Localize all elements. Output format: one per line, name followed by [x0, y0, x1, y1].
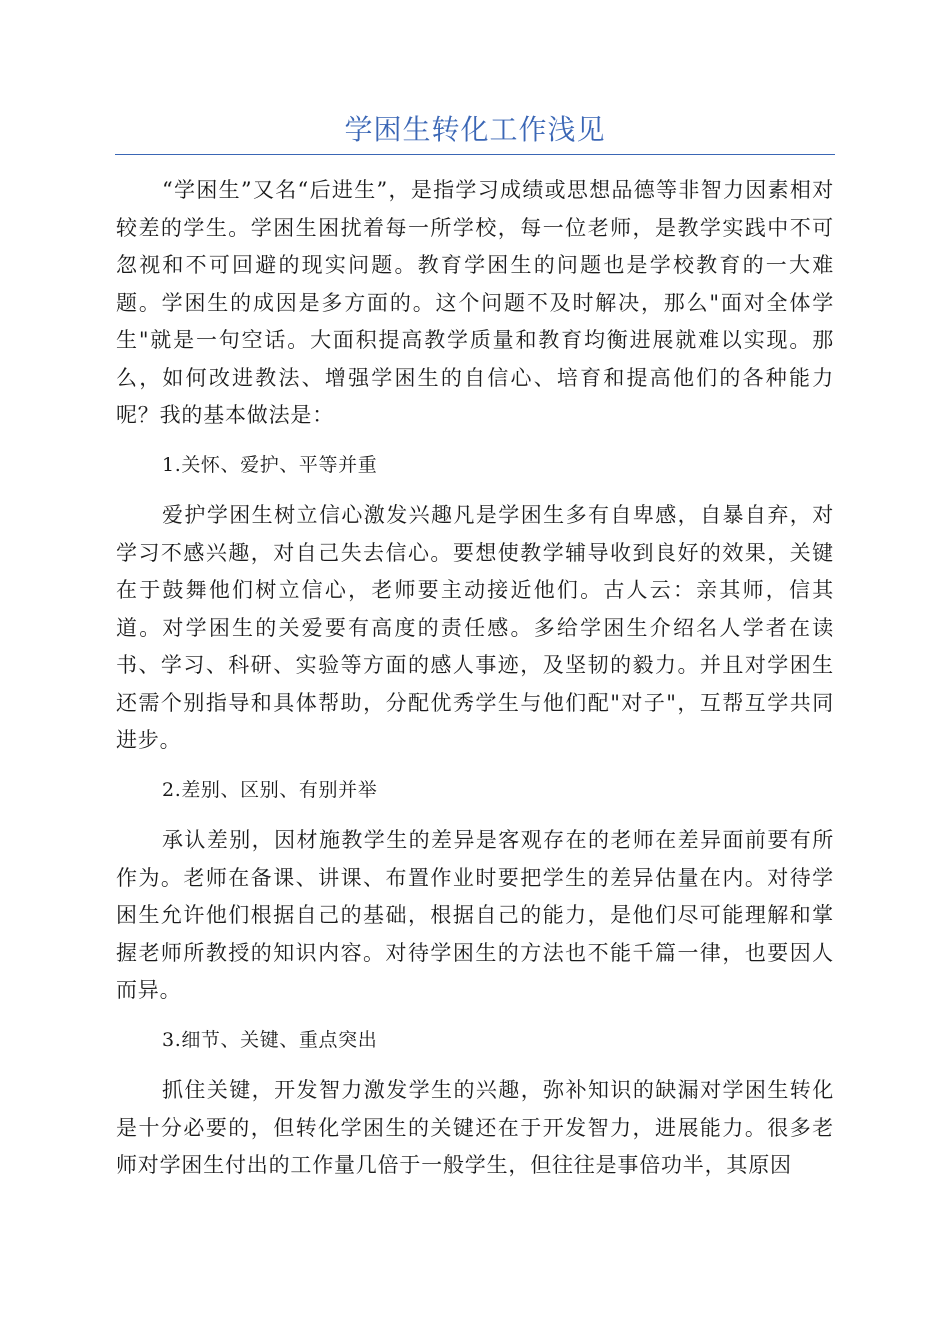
section-heading-1: 1.关怀、爱护、平等并重 [162, 453, 378, 476]
section-heading-2: 2.差别、区别、有别并举 [162, 778, 378, 801]
section-1-paragraph: 爱护学困生树立信心激发兴趣凡是学困生多有自卑感，自暴自弃，对学习不感兴趣，对自己失去信心。要想使教学辅导收到良好的效果，关键在于鼓舞他们树立信心，老师要主动接近他们。古人云：亲其师，信其道。对学困生的关爱要有高度的责任感。多给学困生介绍名人学者在读书、学习、科研、实验等方面的感人事迹，及坚韧的毅力。并且对学困生还需个别指导和具体帮助，分配优秀学生与他们配"对子"，互帮互学共同进步。 [116, 503, 834, 752]
title-underline [115, 154, 835, 155]
document-body [116, 172, 834, 1197]
section-heading-3: 3.细节、关键、重点突出 [162, 1028, 378, 1051]
section-2-paragraph: 承认差别，因材施教学生的差异是客观存在的老师在差异面前要有所作为。老师在备课、讲课、布置作业时要把学生的差异估量在内。对待学困生允许他们根据自己的基础，根据自己的能力，是他们尽可能理解和掌握老师所教授的知识内容。对待学困生的方法也不能千篇一律，也要因人而异。 [116, 828, 834, 1002]
section-3-paragraph: 抓住关键，开发智力激发学生的兴趣，弥补知识的缺漏对学困生转化是十分必要的，但转化学困生的关键还在于开发智力，进展能力。很多老师对学困生付出的工作量几倍于一般学生，但往往是事倍功半，其原因 [116, 1078, 834, 1177]
intro-paragraph: “学困生”又名“后进生”，是指学习成绩或思想品德等非智力因素相对较差的学生。学困生困扰着每一所学校，每一位老师，是教学实践中不可忽视和不可回避的现实问题。教育学困生的问题也是学校教育的一大难题。学困生的成因是多方面的。这个问题不及时解决，那么"面对全体学生"就是一句空话。大面积提高教学质量和教育均衡进展就难以实现。那么，如何改进教法、增强学困生的自信心、培育和提高他们的各种能力呢？我的基本做法是： [116, 178, 834, 427]
document-title: 学困生转化工作浅见 [344, 113, 606, 146]
